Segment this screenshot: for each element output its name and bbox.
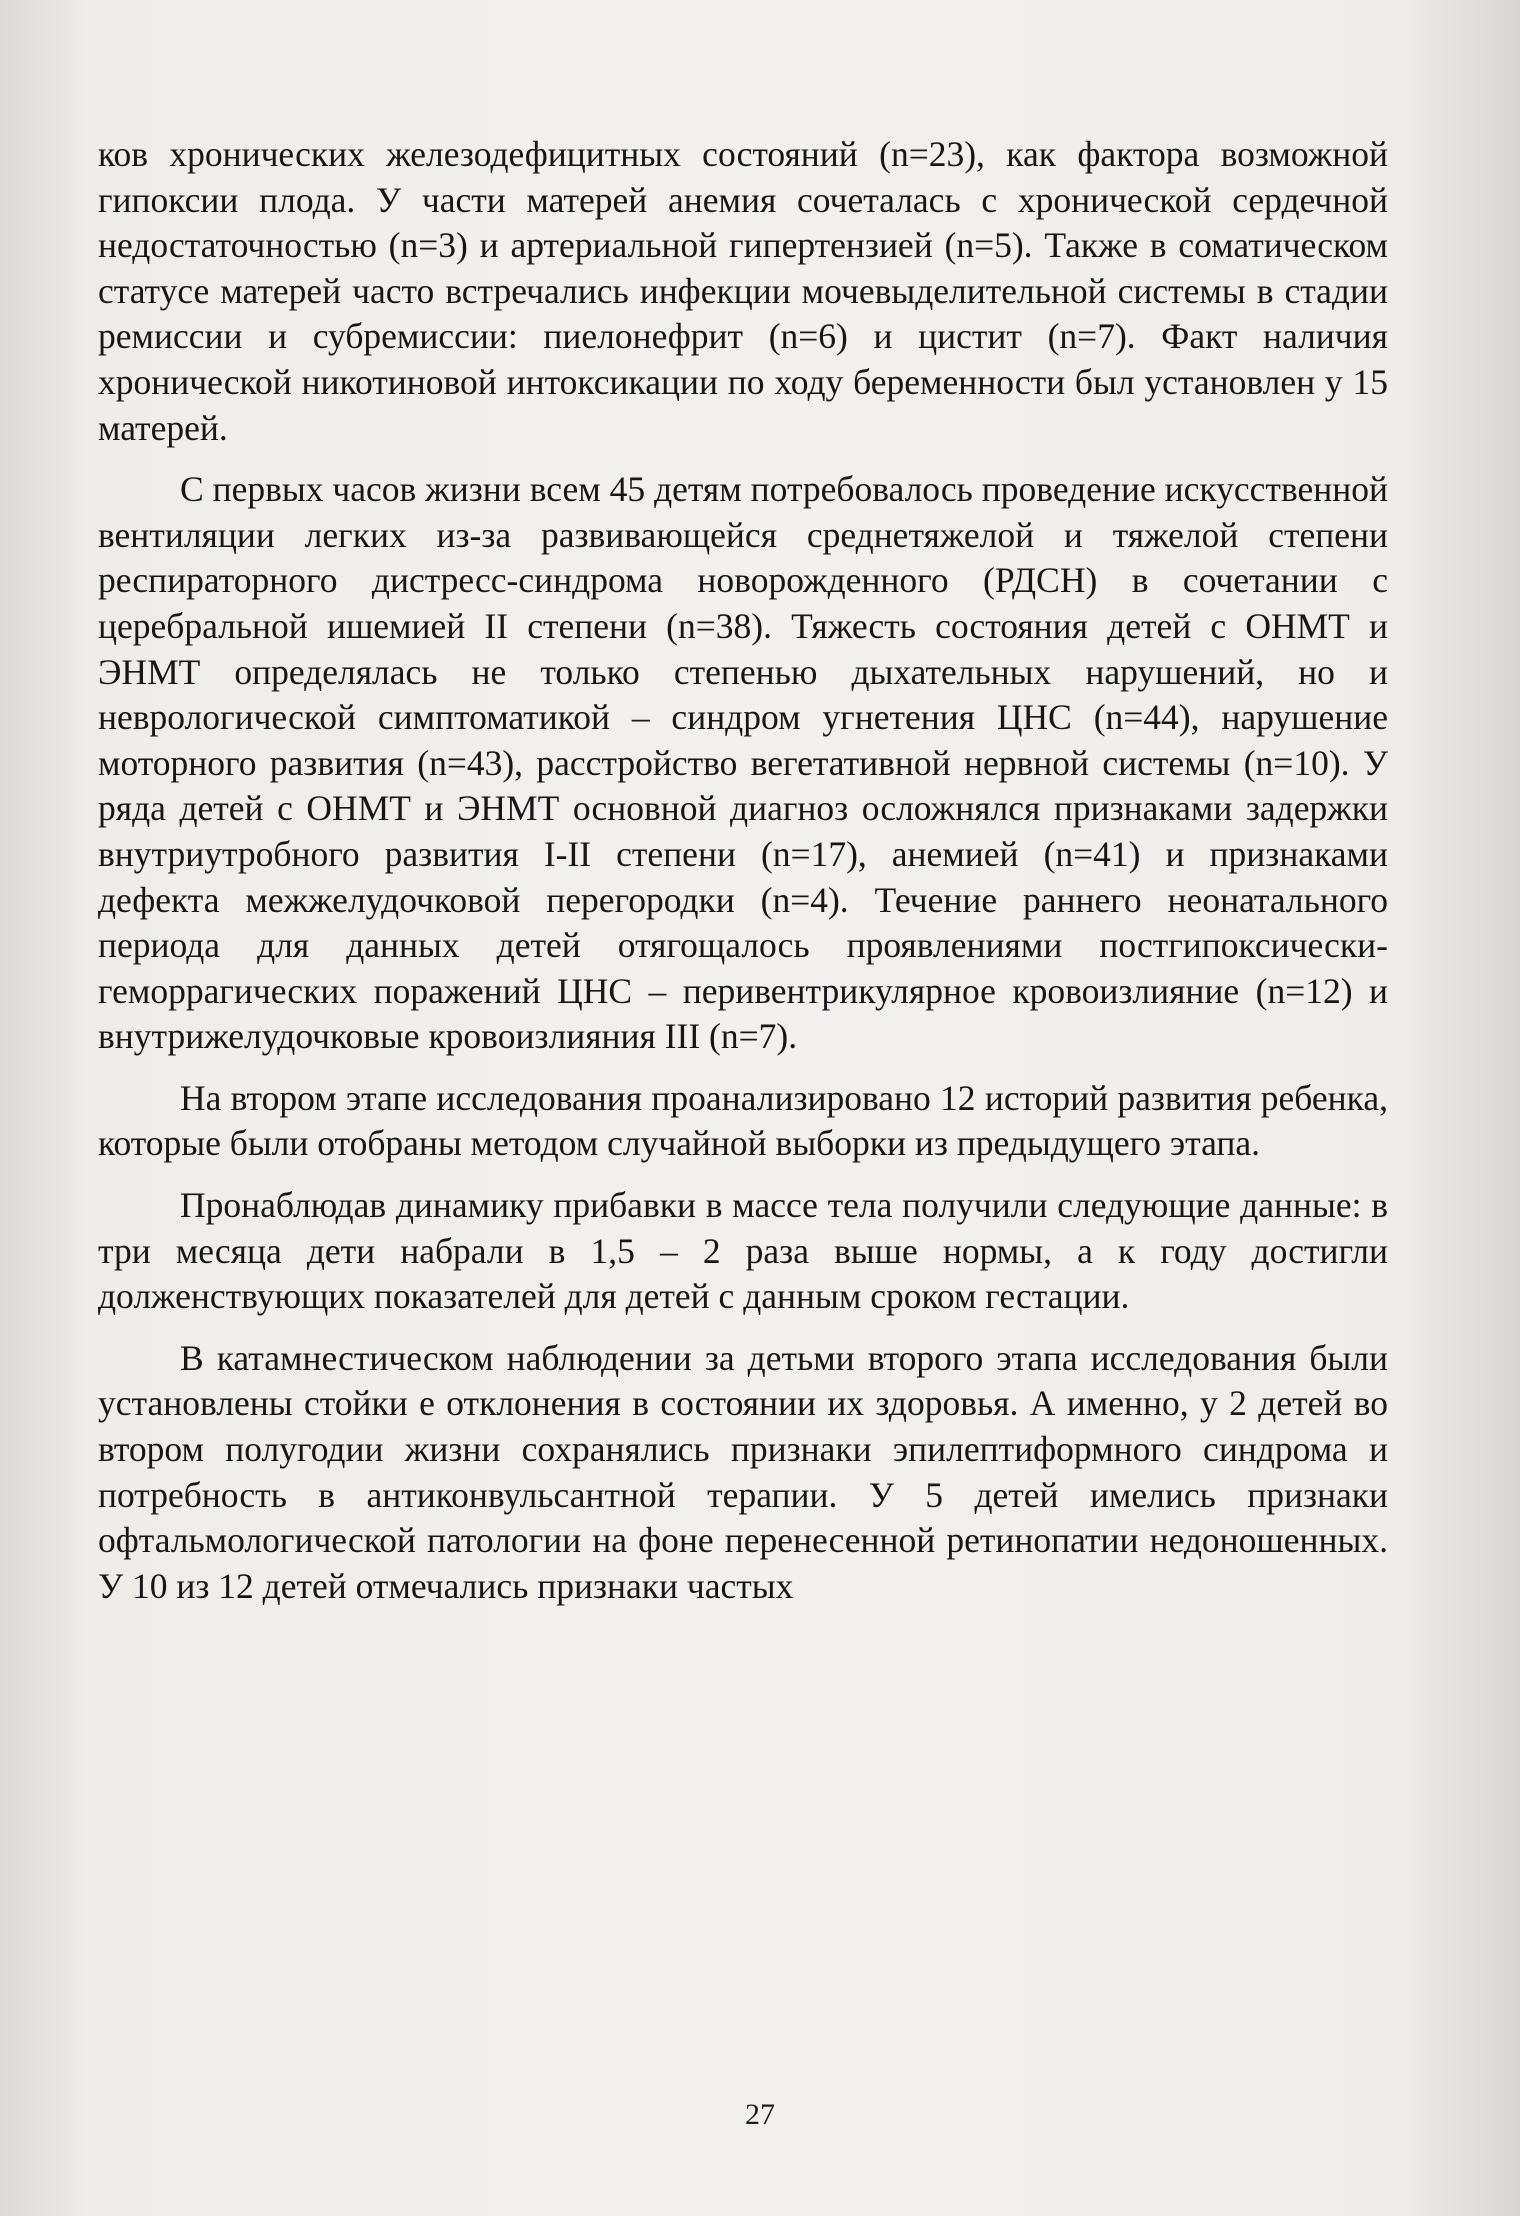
body-text — [98, 132, 1388, 1625]
paragraph-4: Пронаблюдав динамику прибавки в массе тела получили следующие данные: в три месяца дети набрали в 1,5 – 2 раза выше нормы, а к году достигли долженствующих показателей для детей с данным сроком гестации. — [98, 1185, 1388, 1317]
paragraph-3: На втором этапе исследования проанализировано 12 историй развития ребенка, которые были отобраны методом случайной выборки из предыдущего этапа. — [98, 1077, 1388, 1164]
paragraph-1: ков хронических железодефицитных состояний (n=23), как фактора возможной гипоксии плода. У части матерей анемия сочеталась с хронической сердечной недостаточностью (n=3) и артериальной гипертензией (n=5). Также в соматическом статусе матерей часто встречались инфекции мочевыделительной системы в стадии ремиссии и субремиссии: пиелонефрит (n=6) и цистит (n=7). Факт наличия хронической никотиновой интоксикации по ходу беременности был установлен у 15 матерей. — [98, 134, 1388, 448]
paragraph-2: С первых часов жизни всем 45 детям потребовалось проведение искусственной вентиляции легких из-за развивающейся среднетяжелой и тяжелой степени респираторного дистресс-синдрома новорожденного (РДСН) в сочетании с церебральной ишемией II степени (n=38). Тяжесть состояния детей с ОНМТ и ЭНМТ определялась не только степенью дыхательных нарушений, но и неврологической симптоматикой – синдром угнетения ЦНС (n=44), нарушение моторного развития (n=43), расстройство вегетативной нервной системы (n=10). У ряда детей с ОНМТ и ЭНМТ основной диагноз осложнялся признаками задержки внутриутробного развития I-II степени (n=17), анемией (n=41) и признаками дефекта межжелудочковой перегородки (n=4). Течение раннего неонатального периода для данных детей отягощалось проявлениями постгипоксически-геморрагических поражений ЦНС – перивентрикулярное кровоизлияние (n=12) и внутрижелудочковые кровоизлияния III (n=7). — [98, 469, 1388, 1057]
paragraph-5: В катамнестическом наблюдении за детьми второго этапа исследования были установлены стойки е отклонения в состоянии их здоровья. А именно, у 2 детей во втором полугодии жизни сохранялись признаки эпилептиформного синдрома и потребность в антиконвульсантной терапии. У 5 детей имелись признаки офтальмологической патологии на фоне перенесенной ретинопатии недоношенных. У 10 из 12 детей отмечались признаки частых — [98, 1337, 1388, 1606]
page-number: 27 — [745, 2098, 775, 2131]
